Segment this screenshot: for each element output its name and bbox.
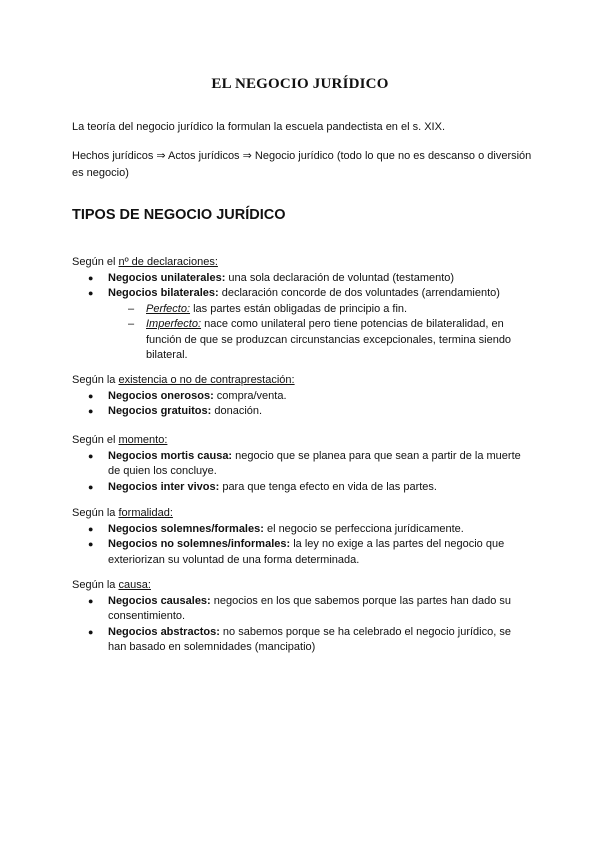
list-item bbox=[72, 389, 532, 405]
item-text: compra/venta. bbox=[213, 389, 287, 402]
item-text: para que tenga efecto en vida de las partes. bbox=[219, 480, 437, 493]
item-term: Negocios inter vivos: bbox=[108, 480, 220, 493]
section-label bbox=[72, 506, 532, 522]
dash-icon: – bbox=[128, 302, 135, 315]
bullet-icon: ● bbox=[88, 406, 94, 416]
dash-icon: – bbox=[128, 318, 135, 330]
item-text: negocios en los que sabemos porque las partes han dado su consentimiento. bbox=[108, 594, 511, 622]
bullet-icon: ● bbox=[88, 595, 94, 606]
subitem-term: Perfecto: bbox=[146, 302, 191, 315]
item-term: Negocios bilaterales: bbox=[108, 287, 219, 299]
list-item bbox=[72, 537, 532, 568]
list-item bbox=[72, 286, 532, 364]
item-text: la ley no exige a las partes del negocio que exteriorizan su voluntad de una forma determinada. bbox=[108, 538, 505, 566]
item-term: Negocios mortis causa: bbox=[108, 449, 233, 462]
sub-list bbox=[108, 302, 532, 364]
section-label bbox=[72, 373, 532, 389]
bullet-icon: ● bbox=[88, 481, 94, 492]
bullet-icon: ● bbox=[88, 390, 94, 401]
bullet-icon: ● bbox=[88, 539, 94, 549]
item-text: declaración concorde de dos voluntades (arrendamiento) bbox=[218, 287, 500, 299]
section-prefix: Según la bbox=[72, 507, 119, 519]
intro-paragraph-1: La teoría del negocio jurídico la formulan la escuela pandectista en el s. XIX. bbox=[72, 121, 446, 133]
item-term: Negocios onerosos: bbox=[108, 389, 214, 402]
list-item bbox=[72, 404, 532, 420]
intro-paragraph-2: Hechos jurídicos ⇒ Actos jurídicos ⇒ Negocio jurídico (todo lo que no es descanso o diversión es negocio) bbox=[72, 150, 532, 179]
section-label-underlined: momento: bbox=[118, 434, 168, 446]
sub-list-item bbox=[72, 302, 532, 318]
item-term: Negocios causales: bbox=[108, 594, 211, 607]
section-formalidad bbox=[72, 506, 532, 568]
item-term: Negocios unilaterales: bbox=[108, 271, 226, 284]
bullet-list bbox=[72, 389, 532, 420]
section-heading: TIPOS DE NEGOCIO JURÍDICO bbox=[72, 207, 286, 223]
section-label bbox=[72, 255, 532, 271]
list-item bbox=[72, 449, 532, 480]
section-label bbox=[72, 578, 532, 594]
section-momento bbox=[72, 433, 532, 495]
item-text: no sabemos porque se ha celebrado el negocio jurídico, se han basado en solemnidades (mancipatio) bbox=[108, 625, 511, 653]
page-title: EL NEGOCIO JURÍDICO bbox=[211, 76, 389, 92]
section-label-underlined: causa: bbox=[118, 579, 151, 591]
section-label-underlined: existencia o no de contraprestación: bbox=[118, 374, 295, 386]
bullet-icon: ● bbox=[88, 288, 94, 298]
section-prefix: Según el bbox=[72, 434, 119, 446]
bullet-icon: ● bbox=[88, 272, 94, 283]
bullet-list bbox=[72, 449, 532, 496]
item-text: el negocio se perfecciona jurídicamente. bbox=[263, 522, 464, 535]
bullet-icon: ● bbox=[88, 626, 94, 637]
item-text: una sola declaración de voluntad (testamento) bbox=[225, 271, 455, 284]
subitem-text: las partes están obligadas de principio a fin. bbox=[190, 302, 408, 315]
section-label-underlined: formalidad: bbox=[118, 507, 173, 519]
item-term: Negocios solemnes/formales: bbox=[108, 522, 264, 535]
item-text: donación. bbox=[211, 405, 263, 417]
subitem-term: Imperfecto: bbox=[146, 318, 202, 330]
list-item bbox=[72, 271, 532, 287]
item-term: Negocios gratuitos: bbox=[108, 405, 212, 417]
sub-list-item bbox=[72, 317, 532, 364]
list-item bbox=[72, 522, 532, 538]
list-item bbox=[72, 625, 532, 656]
section-label bbox=[72, 433, 532, 449]
bullet-list bbox=[72, 522, 532, 569]
item-term: Negocios no solemnes/informales: bbox=[108, 538, 291, 550]
section-label-underlined: nº de declaraciones: bbox=[118, 256, 218, 268]
section-prefix: Según la bbox=[72, 374, 119, 386]
section-contraprestacion bbox=[72, 373, 532, 420]
section-prefix: Según la bbox=[72, 579, 119, 591]
section-declaraciones bbox=[72, 255, 532, 364]
bullet-list bbox=[72, 594, 532, 656]
subitem-text: nace como unilateral pero tiene potencias de bilateralidad, en función de que se produzcan circunstancias excepcionales, termina siendo bilateral. bbox=[146, 318, 512, 361]
item-text: negocio que se planea para que sean a partir de la muerte de quien los concluye. bbox=[108, 449, 521, 477]
list-item bbox=[72, 480, 532, 496]
item-term: Negocios abstractos: bbox=[108, 625, 220, 638]
section-causa bbox=[72, 578, 532, 656]
list-item bbox=[72, 594, 532, 625]
bullet-icon: ● bbox=[88, 523, 94, 534]
bullet-icon: ● bbox=[88, 450, 94, 461]
section-prefix: Según el bbox=[72, 256, 119, 268]
bullet-list bbox=[72, 271, 532, 364]
